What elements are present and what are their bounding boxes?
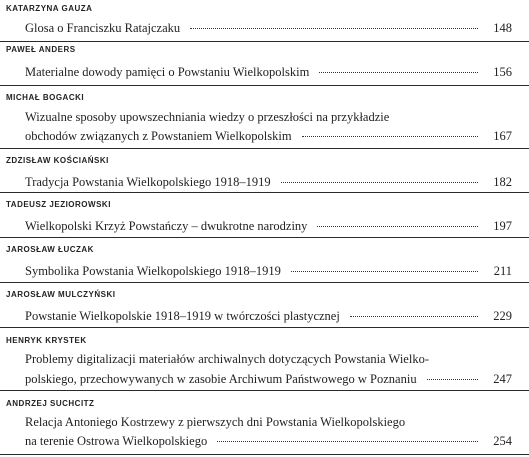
dot-leader [427, 378, 478, 380]
author-name: ANDRZEJ SUCHCITZ [6, 399, 95, 408]
page-number: 182 [493, 175, 512, 189]
toc-entry [0, 4, 529, 41]
page-number: 247 [493, 372, 512, 386]
dot-leader [350, 315, 478, 317]
entry-title: Glosa o Franciszku Ratajczaku [25, 21, 181, 35]
dot-leader [291, 270, 478, 272]
entry-title: Materialne dowody pamięci o Powstaniu Wielkopolskim [25, 65, 310, 79]
author-name: KATARZYNA GAUZA [6, 4, 93, 13]
page-number: 197 [493, 219, 512, 233]
page-number: 156 [493, 65, 512, 79]
toc-entry [0, 290, 529, 327]
entry-title: Powstanie Wielkopolskie 1918–1919 w twórczości plastycznej [25, 309, 340, 323]
page-number: 211 [493, 264, 512, 278]
toc-entry [0, 200, 529, 237]
entry-title: Problemy digitalizacji materiałów archiwalnych dotyczących Powstania Wielko- [25, 352, 429, 366]
toc-entry [0, 399, 529, 454]
entry-title-continued: obchodów związanych z Powstaniem Wielkopolskim [25, 129, 292, 143]
entry-title: Wielkopolski Krzyż Powstańczy – dwukrotne narodziny [25, 219, 308, 233]
entry-title: Wizualne sposoby upowszechniania wiedzy o przeszłości na przykładzie [25, 110, 390, 124]
author-name: HENRYK KRYSTEK [6, 336, 87, 345]
page-number: 254 [493, 434, 512, 448]
entry-title-continued: polskiego, przechowywanych w zasobie Archiwum Państwowego w Poznaniu [25, 372, 417, 386]
dot-leader [281, 181, 478, 183]
toc-entry [0, 93, 529, 148]
dot-leader [319, 71, 478, 73]
page-number: 167 [493, 129, 512, 143]
author-name: TADEUSZ JEZIOROWSKI [6, 200, 111, 209]
dot-leader [302, 135, 478, 137]
toc-entry [0, 245, 529, 282]
entry-title: Symbolika Powstania Wielkopolskiego 1918–1919 [25, 264, 281, 278]
author-name: JAROSŁAW MULCZYŃSKI [6, 290, 116, 299]
toc-entry [0, 336, 529, 390]
entry-title: Relacja Antoniego Kostrzewy z pierwszych dni Powstania Wielkopolskiego [25, 415, 406, 429]
author-name: MICHAŁ BOGACKI [6, 93, 85, 102]
author-name: ZDZISŁAW KOŚCIAŃSKI [6, 156, 109, 165]
toc-entry [0, 45, 529, 85]
toc-entry [0, 156, 529, 192]
entry-title: Tradycja Powstania Wielkopolskiego 1918–1919 [25, 175, 271, 189]
dot-leader [317, 225, 478, 227]
page-number: 148 [493, 21, 512, 35]
author-name: JAROSŁAW ŁUCZAK [6, 245, 94, 254]
author-name: PAWEŁ ANDERS [6, 45, 76, 54]
entry-title-continued: na terenie Ostrowa Wielkopolskiego [25, 434, 208, 448]
dot-leader [217, 440, 478, 442]
page-number: 229 [493, 309, 512, 323]
dot-leader [190, 27, 478, 29]
